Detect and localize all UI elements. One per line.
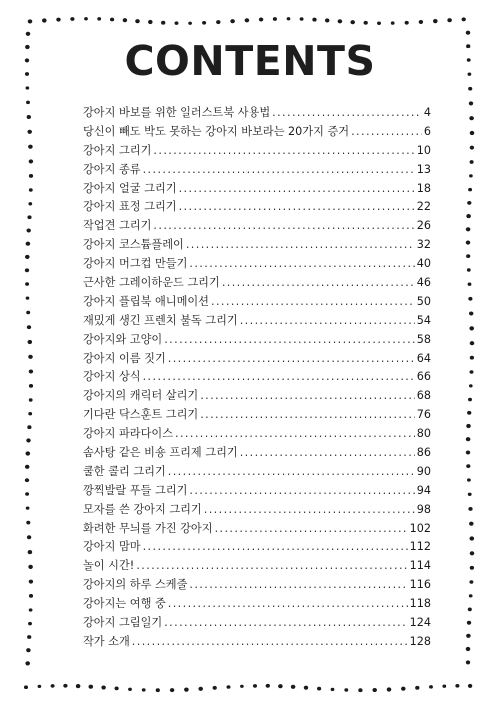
border-dot — [28, 340, 33, 344]
toc-entry — [83, 406, 431, 425]
border-dot — [467, 268, 471, 271]
border-dot — [469, 326, 474, 330]
toc-entry-title: 솜사탕 같은 비숑 프리제 그리기 — [83, 446, 238, 460]
toc-page-number: 68 — [416, 389, 431, 403]
border-dot — [27, 635, 31, 639]
toc-dot-leader — [153, 219, 414, 232]
toc-entry-title: 강아지 표정 그리기 — [83, 200, 177, 214]
border-dot — [466, 227, 471, 231]
border-dot — [142, 688, 146, 691]
toc-dot-leader — [272, 106, 422, 119]
toc-entry — [83, 236, 431, 255]
toc-entry — [83, 425, 431, 444]
toc-entry-title: 당신이 빼도 박도 못하는 강아지 바보라는 20가지 증거 — [83, 124, 350, 138]
border-dot — [188, 22, 192, 25]
border-dot — [387, 687, 392, 691]
toc-entry-title: 화려한 무늬를 가진 강아지 — [83, 521, 213, 535]
toc-page-number: 6 — [423, 124, 431, 138]
border-dot — [26, 242, 31, 246]
border-dot — [467, 621, 471, 625]
border-dot — [466, 464, 470, 468]
toc-page-number: 4 — [423, 106, 431, 119]
toc-page-number: 13 — [416, 162, 431, 176]
border-dot — [29, 174, 33, 178]
border-dot — [442, 685, 446, 688]
toc-entry — [83, 633, 431, 652]
border-dot — [467, 478, 471, 481]
border-dot — [287, 17, 291, 20]
border-dot — [213, 686, 217, 690]
toc-entry — [83, 463, 431, 482]
toc-entry-title: 강아지의 하루 스케줄 — [83, 578, 188, 592]
border-dot — [202, 21, 206, 25]
border-dot — [24, 685, 28, 689]
border-dot — [25, 268, 29, 272]
border-dot — [29, 608, 33, 611]
border-dot — [468, 283, 472, 286]
border-dot — [25, 465, 30, 469]
border-dot — [161, 21, 165, 25]
border-dot — [216, 20, 220, 24]
toc-page-number: 66 — [416, 370, 431, 384]
border-dot — [470, 131, 475, 135]
border-dot — [26, 296, 30, 299]
border-dot — [184, 688, 189, 692]
toc-entry-title: 강아지 플립북 애니메이션 — [83, 294, 209, 308]
border-dot — [364, 21, 368, 25]
border-dot — [468, 398, 472, 402]
border-dot — [26, 101, 30, 105]
border-dot — [273, 17, 277, 21]
toc-entry — [83, 123, 431, 142]
border-dot — [466, 241, 470, 245]
border-dot — [415, 686, 419, 690]
toc-dot-leader — [222, 276, 415, 289]
toc-entry-title: 강아지의 캐릭터 살리기 — [83, 389, 199, 403]
toc-dot-leader — [168, 597, 408, 610]
border-dot — [331, 688, 335, 691]
border-dot — [429, 685, 433, 689]
toc-page-number: 22 — [416, 200, 431, 214]
toc-dot-leader — [175, 427, 415, 440]
border-dot — [317, 687, 321, 691]
border-dot — [391, 21, 395, 24]
border-dot — [26, 451, 31, 455]
border-dot — [266, 684, 270, 688]
toc-page-number: 54 — [416, 313, 431, 327]
border-dot — [26, 506, 30, 509]
border-dot — [156, 688, 160, 692]
toc-entry-title: 강아지 맘마 — [83, 540, 141, 554]
border-dot — [470, 370, 474, 374]
border-dot — [38, 685, 42, 688]
toc-entry — [83, 520, 431, 539]
border-dot — [230, 19, 235, 23]
toc-entry-title: 근사한 그레이하운드 그리기 — [83, 276, 220, 290]
border-dot — [25, 492, 29, 496]
border-dot — [405, 21, 409, 25]
toc-entry-title: 강아지 머그컵 만들기 — [83, 257, 188, 271]
toc-entry — [83, 142, 431, 161]
border-dot — [470, 551, 475, 555]
border-dot — [26, 32, 31, 36]
border-dot — [26, 228, 30, 232]
border-dot — [29, 580, 33, 584]
toc-entry — [83, 255, 431, 274]
toc-entry — [83, 557, 431, 576]
border-dot — [25, 282, 29, 286]
border-dot — [468, 493, 472, 496]
border-dot — [467, 411, 471, 415]
border-dot — [466, 450, 470, 454]
toc-page-number: 98 — [416, 502, 431, 516]
border-dot — [26, 438, 30, 442]
toc-page-number: 90 — [416, 464, 431, 478]
border-dot — [29, 594, 33, 598]
toc-page-number: 58 — [416, 332, 431, 346]
border-dot — [28, 412, 32, 415]
border-dot — [469, 174, 473, 177]
toc-entry — [83, 217, 431, 236]
border-dot — [25, 255, 30, 259]
border-dot — [338, 19, 343, 23]
border-dot — [470, 146, 474, 150]
border-dot — [467, 201, 471, 205]
border-dot — [469, 384, 473, 387]
toc-entry-title: 강아지 파라다이스 — [83, 427, 174, 441]
toc-entry-title: 강아지 그림일기 — [83, 616, 163, 630]
border-dot — [253, 684, 257, 688]
toc-entry — [83, 198, 431, 217]
border-dot — [470, 356, 474, 360]
toc-entry-title: 강아지 그리기 — [83, 143, 152, 157]
border-dot — [350, 20, 355, 24]
border-dot — [455, 684, 459, 688]
toc-dot-leader — [351, 125, 422, 138]
border-dot — [84, 17, 88, 20]
toc-entry — [83, 312, 431, 331]
border-dot — [291, 685, 296, 689]
border-dot — [25, 661, 30, 665]
toc-dot-leader — [143, 163, 415, 176]
border-dot — [28, 565, 33, 569]
border-dot — [28, 145, 33, 149]
toc-page-number: 86 — [416, 446, 431, 460]
border-dot — [170, 688, 174, 692]
toc-page-number: 124 — [409, 616, 431, 630]
border-dot — [29, 398, 33, 401]
toc-page-number: 128 — [409, 634, 431, 648]
border-dot — [26, 86, 30, 89]
border-dot — [28, 202, 32, 205]
toc-entry-title: 강아지 종류 — [83, 162, 141, 176]
toc-dot-leader — [240, 314, 415, 327]
table-of-contents — [83, 104, 431, 652]
border-dot — [470, 160, 474, 164]
border-dot — [470, 536, 475, 540]
border-dot — [469, 101, 473, 105]
border-dot — [198, 687, 203, 691]
toc-dot-leader — [215, 522, 408, 535]
toc-entry — [83, 387, 431, 406]
border-dot — [101, 685, 105, 689]
toc-entry-title: 작가 소개 — [83, 634, 130, 648]
border-dot — [304, 686, 308, 690]
toc-dot-leader — [186, 238, 415, 251]
border-dot — [468, 507, 472, 511]
toc-page-number: 18 — [416, 181, 431, 195]
toc-page-number: 114 — [409, 559, 431, 573]
border-dot — [29, 384, 33, 388]
border-dot — [278, 684, 283, 688]
border-dot — [29, 369, 33, 373]
border-dot — [447, 18, 452, 22]
toc-page-number: 80 — [416, 427, 431, 441]
border-dot — [227, 685, 231, 689]
toc-entry-title: 강아지와 고양이 — [83, 332, 163, 346]
toc-page-number: 40 — [416, 257, 431, 271]
toc-dot-leader — [143, 540, 408, 553]
border-dot — [27, 215, 31, 219]
toc-dot-leader — [143, 370, 415, 383]
toc-page-number: 76 — [416, 408, 431, 422]
toc-dot-leader — [136, 559, 407, 572]
toc-page-number: 94 — [416, 483, 431, 497]
toc-entry-title: 모자를 쓴 강아지 그리기 — [83, 502, 202, 516]
toc-page-number: 10 — [416, 143, 431, 157]
toc-page-number: 50 — [416, 294, 431, 308]
border-dot — [466, 660, 470, 664]
border-dot — [76, 684, 81, 688]
toc-entry-title: 강아지 이름 짓기 — [83, 351, 166, 365]
border-dot — [28, 550, 33, 554]
border-dot — [466, 31, 471, 35]
toc-entry — [83, 331, 431, 350]
toc-dot-leader — [179, 200, 415, 213]
toc-entry-title: 강아지 바보를 위한 일러스트북 사용법 — [83, 106, 271, 119]
border-dot — [135, 19, 140, 23]
border-dot — [468, 87, 472, 91]
toc-entry — [83, 614, 431, 633]
toc-entry — [83, 576, 431, 595]
border-dot — [42, 18, 47, 22]
toc-entry-title: 쿨한 콜리 그리기 — [83, 464, 166, 478]
border-dot — [470, 341, 475, 345]
border-dot — [466, 214, 471, 218]
border-dot — [25, 478, 29, 482]
toc-page-number: 118 — [409, 597, 431, 611]
border-dot — [26, 648, 31, 652]
border-dot — [470, 566, 474, 570]
border-dot — [27, 325, 31, 329]
border-dot — [29, 188, 33, 191]
toc-dot-leader — [168, 352, 415, 365]
toc-dot-leader — [179, 182, 415, 195]
border-dot — [27, 535, 31, 539]
border-dot — [469, 522, 474, 526]
border-dot — [325, 18, 330, 22]
border-dot — [28, 622, 32, 626]
toc-dot-leader — [164, 333, 415, 346]
toc-dot-leader — [168, 465, 415, 478]
toc-entry-title: 강아지 코스튬플레이 — [83, 238, 184, 252]
toc-dot-leader — [189, 484, 414, 497]
border-dot — [468, 188, 472, 192]
toc-dot-leader — [200, 389, 415, 402]
toc-entry — [83, 274, 431, 293]
border-dot — [401, 687, 406, 691]
border-dot — [344, 688, 348, 691]
toc-entry — [83, 350, 431, 369]
border-dot — [56, 18, 60, 22]
border-dot — [300, 17, 304, 21]
border-dot — [377, 21, 381, 24]
page-title: CONTENTS — [124, 37, 376, 85]
toc-entry-title: 깡찍발랄 푸들 그리기 — [83, 483, 188, 497]
border-dot — [312, 18, 316, 22]
border-dot — [469, 116, 474, 120]
border-dot — [466, 634, 471, 638]
border-dot — [27, 130, 32, 134]
border-dot — [433, 19, 438, 23]
border-dot — [466, 424, 471, 428]
toc-dot-leader — [204, 503, 415, 516]
toc-entry-title: 강아지 얼굴 그리기 — [83, 181, 177, 195]
toc-page-number: 26 — [416, 219, 431, 233]
border-dot — [26, 311, 30, 315]
toc-dot-leader — [189, 578, 407, 591]
border-dot — [115, 687, 119, 691]
toc-entry — [83, 180, 431, 199]
border-dot — [110, 18, 114, 22]
border-dot — [462, 17, 466, 21]
toc-entry-title: 재밌게 생긴 프렌치 불독 그리기 — [83, 313, 238, 327]
toc-page-number: 112 — [409, 540, 431, 554]
border-dot — [128, 688, 132, 691]
border-dot — [70, 17, 74, 21]
border-dot — [175, 21, 179, 25]
border-dot — [466, 437, 471, 441]
toc-dot-leader — [132, 635, 408, 648]
border-dot — [469, 580, 473, 584]
toc-dot-leader — [189, 257, 414, 270]
border-dot — [29, 159, 34, 163]
toc-entry-title: 놀이 시간! — [83, 559, 135, 573]
toc-entry — [83, 595, 431, 614]
toc-entry — [83, 501, 431, 520]
toc-entry-title: 강아지 상식 — [83, 370, 141, 384]
toc-entry — [83, 538, 431, 557]
border-dot — [419, 20, 423, 24]
toc-page-number: 64 — [416, 351, 431, 365]
toc-entry — [83, 482, 431, 501]
toc-entry — [83, 293, 431, 312]
toc-entry — [83, 161, 431, 180]
toc-page-number: 32 — [416, 238, 431, 252]
border-dot — [26, 521, 30, 525]
toc-page-number: 116 — [409, 578, 431, 592]
border-dot — [97, 17, 101, 20]
toc-dot-leader — [153, 144, 414, 157]
toc-entry-title: 강아지는 여행 중 — [83, 597, 166, 611]
toc-dot-leader — [240, 446, 415, 459]
toc-page-number: 102 — [409, 521, 431, 535]
border-dot — [358, 688, 362, 692]
border-dot — [466, 647, 471, 651]
border-dot — [468, 297, 472, 301]
toc-entry — [83, 444, 431, 463]
border-dot — [51, 684, 55, 688]
border-dot — [27, 115, 31, 119]
border-dot — [148, 20, 153, 24]
toc-dot-leader — [200, 408, 415, 421]
border-dot — [63, 684, 67, 688]
toc-entry — [83, 368, 431, 387]
border-dot — [468, 684, 472, 688]
toc-dot-leader — [211, 295, 415, 308]
border-dot — [259, 17, 263, 21]
border-dot — [372, 688, 377, 692]
border-dot — [27, 425, 31, 429]
border-dot — [89, 685, 94, 689]
toc-dot-leader — [164, 616, 407, 629]
toc-page-number: 46 — [416, 276, 431, 290]
border-dot — [469, 594, 473, 597]
toc-entry — [83, 104, 431, 123]
border-dot — [469, 311, 473, 315]
border-dot — [240, 685, 244, 688]
border-dot — [245, 18, 250, 22]
toc-entry-title: 기다란 닥스훈트 그리기 — [83, 408, 199, 422]
toc-entry-title: 작업견 그리기 — [83, 219, 152, 233]
border-dot — [123, 18, 127, 22]
border-dot — [28, 355, 33, 359]
border-dot — [28, 19, 33, 23]
border-dot — [468, 608, 472, 612]
border-dot — [466, 254, 470, 258]
